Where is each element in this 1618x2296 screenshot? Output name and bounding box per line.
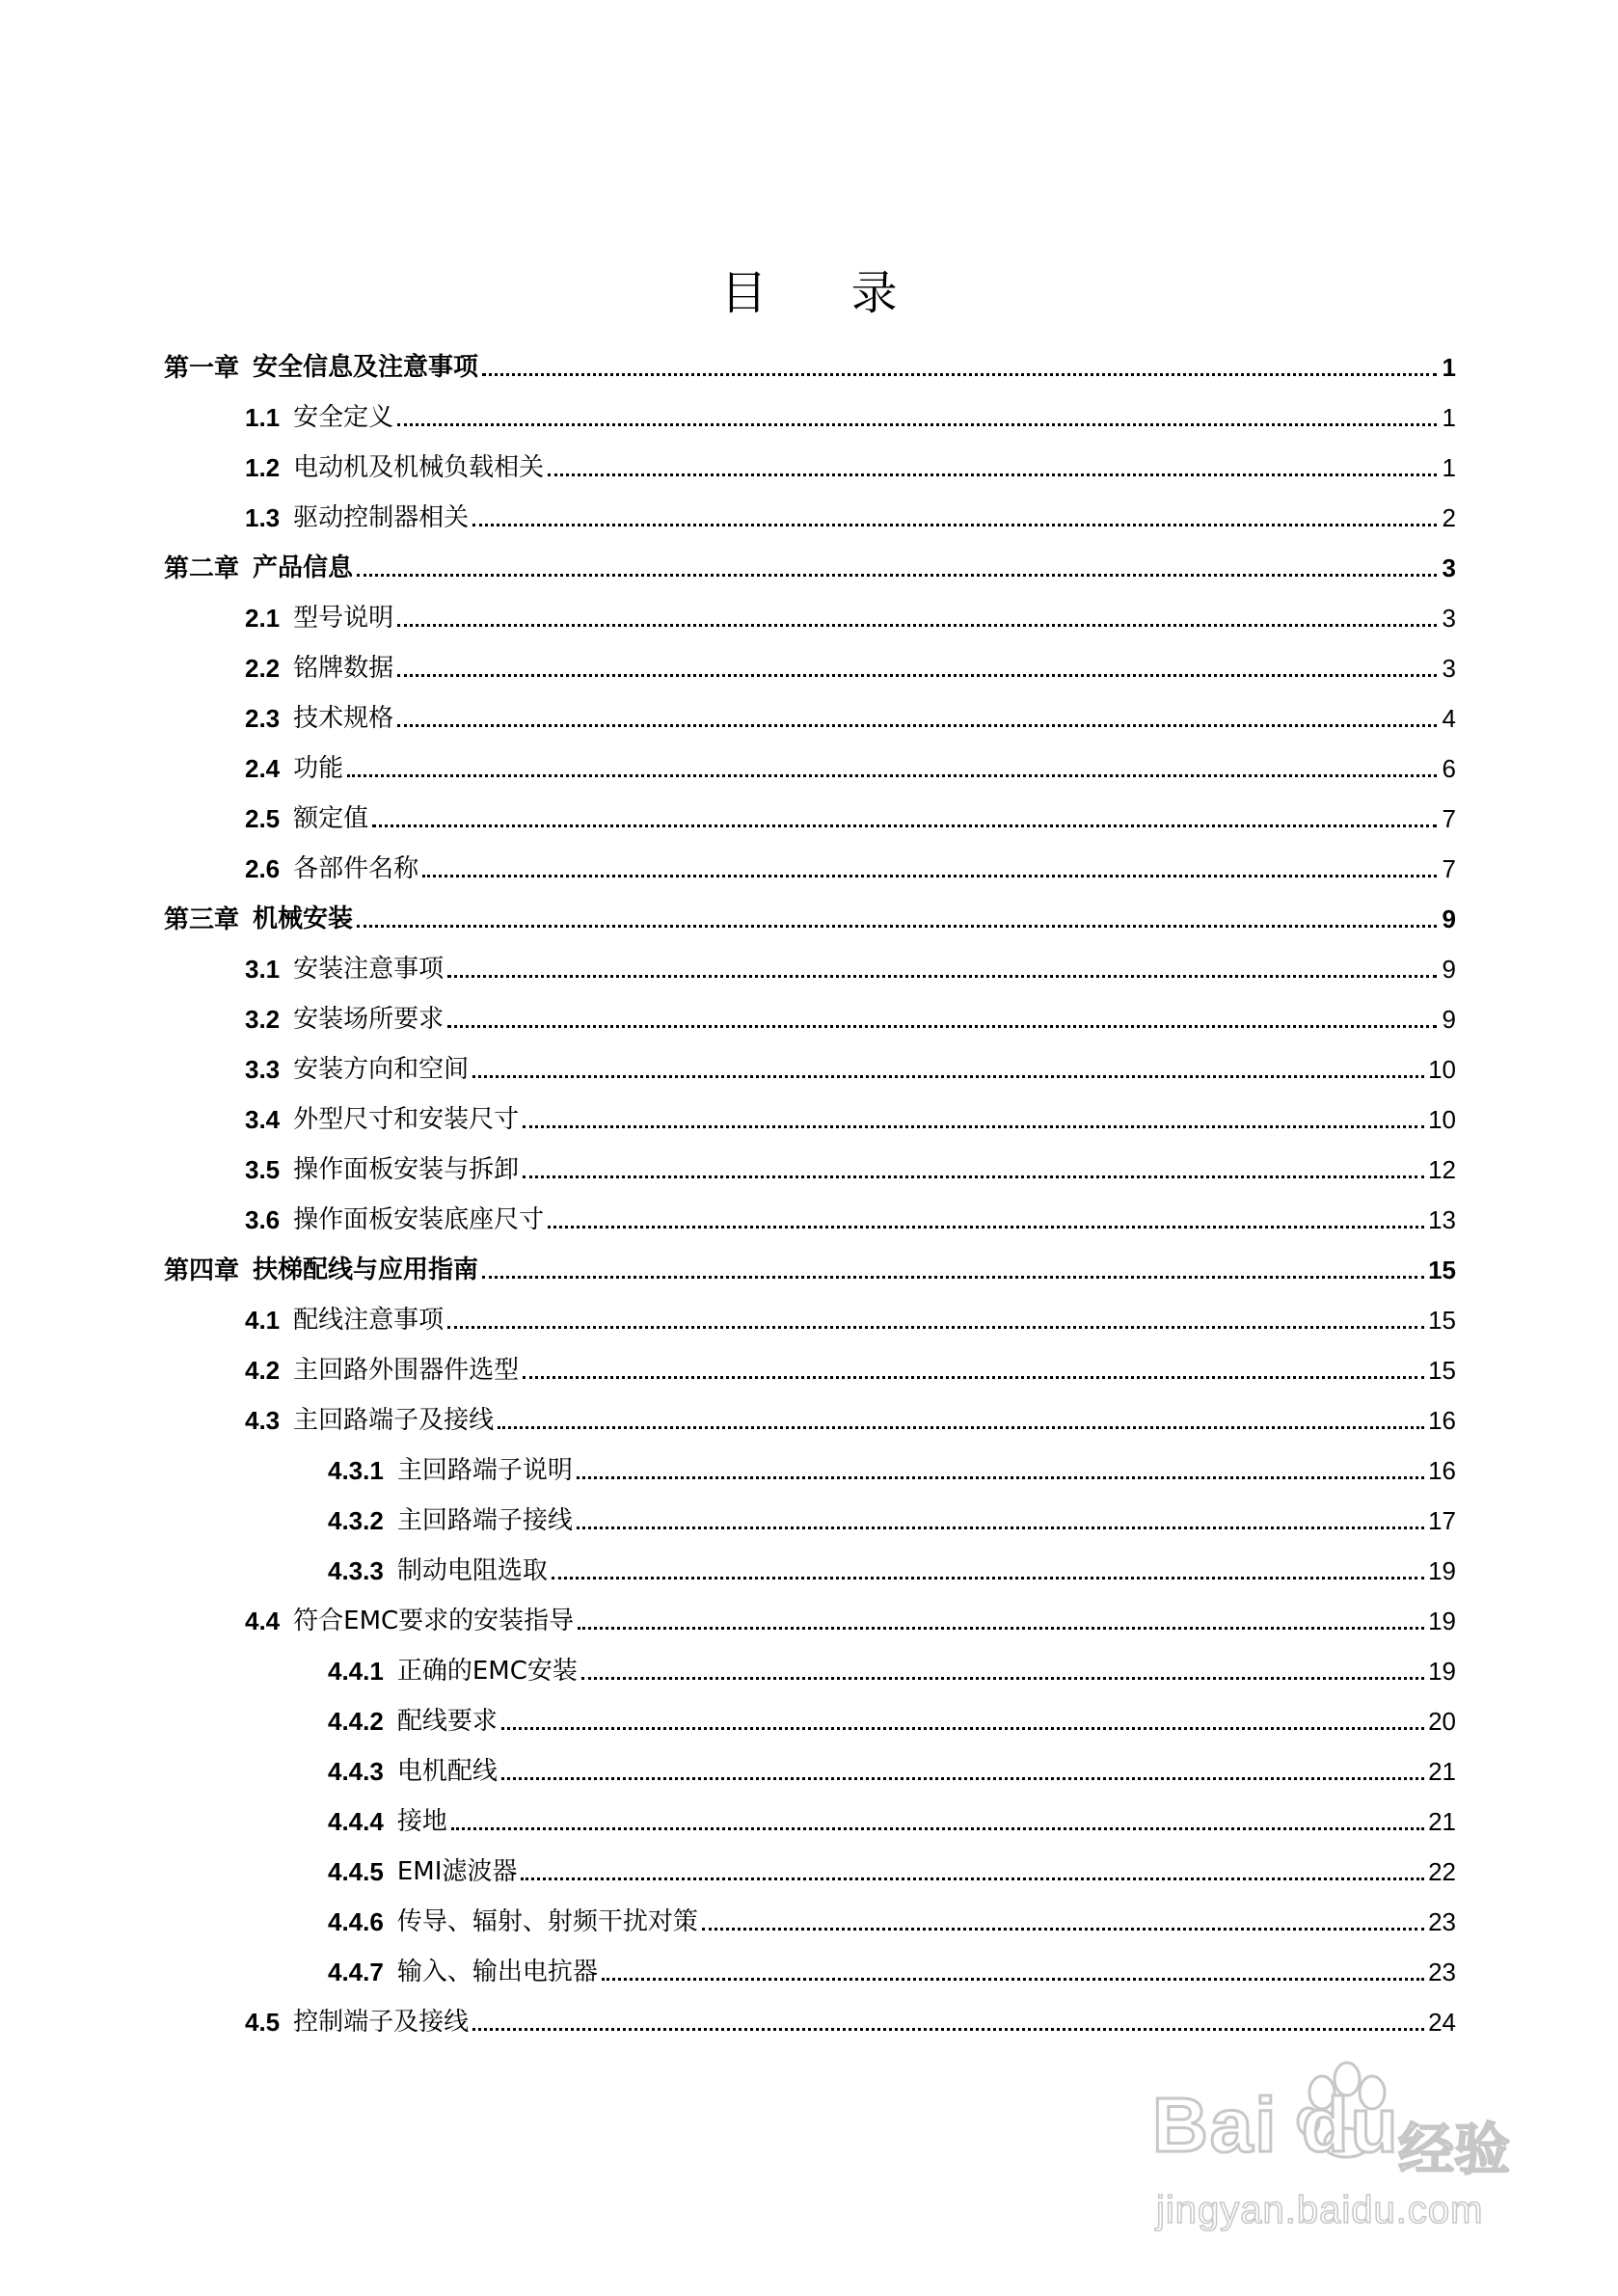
toc-entry-page: 9 bbox=[1442, 905, 1456, 933]
dot-leader bbox=[501, 1777, 1424, 1780]
toc-entry-title: 额定值 bbox=[293, 804, 369, 833]
toc-entry-page: 23 bbox=[1428, 1958, 1456, 1986]
toc-entry-page: 3 bbox=[1442, 654, 1456, 683]
toc-entry-number: 2.2 bbox=[245, 654, 281, 683]
dot-leader bbox=[472, 2028, 1424, 2031]
toc-entry-title: 安装注意事项 bbox=[293, 955, 445, 984]
toc-entry-number: 2.3 bbox=[245, 704, 281, 733]
toc-entry[interactable] bbox=[164, 1643, 1456, 1693]
toc-entry-title: 安装方向和空间 bbox=[293, 1055, 470, 1084]
toc-entry[interactable] bbox=[164, 1894, 1456, 1944]
toc-entry-number: 第三章 bbox=[164, 905, 240, 933]
dot-leader bbox=[578, 1627, 1424, 1630]
toc-entry[interactable] bbox=[164, 490, 1456, 540]
watermark-logo: Bai du bbox=[1152, 2082, 1400, 2168]
toc-entry-number: 2.5 bbox=[245, 804, 281, 833]
toc-entry-title: 功能 bbox=[293, 754, 344, 783]
toc-entry-title: 传导、辐射、射频干扰对策 bbox=[396, 1907, 698, 1936]
toc-entry-title: 操作面板安装底座尺寸 bbox=[293, 1205, 545, 1234]
toc-entry-number: 4.4 bbox=[245, 1607, 281, 1635]
toc-entry-page: 3 bbox=[1442, 604, 1456, 633]
toc-entry-title: 技术规格 bbox=[293, 704, 394, 733]
toc-entry-number: 4.4.2 bbox=[328, 1707, 384, 1736]
toc-entry[interactable] bbox=[164, 1242, 1456, 1292]
toc-entry[interactable] bbox=[164, 841, 1456, 891]
toc-entry-number: 4.3.1 bbox=[328, 1456, 384, 1485]
toc-entry-title: EMI滤波器 bbox=[396, 1857, 518, 1886]
toc-entry[interactable] bbox=[164, 1844, 1456, 1894]
toc-entry-page: 15 bbox=[1428, 1306, 1456, 1335]
dot-leader bbox=[523, 1376, 1424, 1379]
dot-leader bbox=[501, 1727, 1424, 1730]
toc-entry[interactable] bbox=[164, 1794, 1456, 1844]
toc-entry[interactable] bbox=[164, 440, 1456, 490]
toc-entry-page: 21 bbox=[1428, 1757, 1456, 1786]
dot-leader bbox=[602, 1978, 1424, 1981]
toc-entry-number: 4.4.6 bbox=[328, 1907, 384, 1936]
dot-leader bbox=[372, 824, 1437, 827]
watermark-jingyan: 经验 bbox=[1398, 2117, 1511, 2182]
toc-entry-title: 接地 bbox=[396, 1807, 447, 1836]
toc-entry-page: 2 bbox=[1442, 503, 1456, 532]
toc-entry[interactable] bbox=[164, 590, 1456, 640]
toc-entry[interactable] bbox=[164, 1192, 1456, 1242]
toc-entry-title: 控制端子及接线 bbox=[293, 2008, 470, 2037]
toc-entry-page: 1 bbox=[1442, 403, 1456, 432]
toc-entry[interactable] bbox=[164, 1443, 1456, 1493]
toc-entry[interactable] bbox=[164, 1092, 1456, 1142]
toc-entry[interactable] bbox=[164, 891, 1456, 941]
toc-entry-title: 产品信息 bbox=[253, 554, 354, 582]
dot-leader bbox=[482, 373, 1437, 376]
dot-leader bbox=[581, 1677, 1424, 1680]
toc-entry-number: 1.1 bbox=[245, 403, 281, 432]
toc-entry[interactable] bbox=[164, 1743, 1456, 1794]
toc-entry[interactable] bbox=[164, 1593, 1456, 1643]
toc-entry[interactable] bbox=[164, 1693, 1456, 1743]
dot-leader bbox=[397, 724, 1437, 727]
toc-entry-number: 4.3.2 bbox=[328, 1506, 384, 1535]
toc-entry-page: 20 bbox=[1428, 1707, 1456, 1736]
toc-entry-number: 1.3 bbox=[245, 503, 281, 532]
toc-entry-number: 4.3 bbox=[245, 1406, 281, 1435]
toc-entry-page: 19 bbox=[1428, 1556, 1456, 1585]
toc-entry-title: 符合EMC要求的安装指导 bbox=[293, 1607, 575, 1635]
toc-entry-number: 3.1 bbox=[245, 955, 281, 984]
toc-entry[interactable] bbox=[164, 741, 1456, 791]
dot-leader bbox=[548, 473, 1437, 476]
dot-leader bbox=[447, 1025, 1437, 1028]
toc-entry-title: 安全定义 bbox=[293, 403, 394, 432]
toc-entry-page: 10 bbox=[1428, 1105, 1456, 1134]
toc-entry-page: 7 bbox=[1442, 854, 1456, 883]
toc-entry[interactable] bbox=[164, 1292, 1456, 1342]
toc-entry-number: 4.5 bbox=[245, 2008, 281, 2037]
toc-entry-title: 配线注意事项 bbox=[293, 1306, 445, 1335]
toc-entry[interactable] bbox=[164, 540, 1456, 590]
toc-entry-page: 23 bbox=[1428, 1907, 1456, 1936]
dot-leader bbox=[397, 624, 1437, 627]
toc-entry-title: 制动电阻选取 bbox=[396, 1556, 548, 1585]
toc-entry-page: 16 bbox=[1428, 1456, 1456, 1485]
toc-entry-number: 2.4 bbox=[245, 754, 281, 783]
toc-entry[interactable] bbox=[164, 1543, 1456, 1593]
toc-entry[interactable] bbox=[164, 941, 1456, 991]
toc-entry-number: 4.4.4 bbox=[328, 1807, 384, 1836]
toc-entry-page: 19 bbox=[1428, 1657, 1456, 1686]
dot-leader bbox=[451, 1827, 1424, 1830]
toc-entry[interactable] bbox=[164, 390, 1456, 440]
toc-entry-number: 1.2 bbox=[245, 453, 281, 482]
toc-entry[interactable] bbox=[164, 1392, 1456, 1443]
toc-entry-title: 各部件名称 bbox=[293, 854, 419, 883]
table-of-contents bbox=[164, 339, 1456, 2044]
toc-entry-page: 4 bbox=[1442, 704, 1456, 733]
toc-entry-page: 3 bbox=[1442, 554, 1456, 582]
toc-entry-page: 1 bbox=[1442, 353, 1456, 382]
toc-entry-title: 主回路端子接线 bbox=[396, 1506, 573, 1535]
toc-entry-page: 24 bbox=[1428, 2008, 1456, 2037]
toc-entry[interactable] bbox=[164, 991, 1456, 1041]
toc-entry-number: 4.4.5 bbox=[328, 1857, 384, 1886]
dot-leader bbox=[357, 574, 1437, 577]
dot-leader bbox=[523, 1125, 1424, 1128]
toc-entry-number: 4.4.1 bbox=[328, 1657, 384, 1686]
toc-entry-number: 4.1 bbox=[245, 1306, 281, 1335]
dot-leader bbox=[482, 1276, 1424, 1279]
toc-entry-page: 12 bbox=[1428, 1155, 1456, 1184]
dot-leader bbox=[397, 423, 1437, 426]
toc-entry-number: 第四章 bbox=[164, 1256, 240, 1284]
toc-entry-number: 3.4 bbox=[245, 1105, 281, 1134]
toc-entry-title: 正确的EMC安装 bbox=[396, 1657, 578, 1686]
toc-entry-page: 19 bbox=[1428, 1607, 1456, 1635]
dot-leader bbox=[702, 1928, 1424, 1931]
toc-entry[interactable] bbox=[164, 1342, 1456, 1392]
page-title: 目 录 bbox=[720, 266, 932, 321]
dot-leader bbox=[498, 1426, 1424, 1429]
toc-entry-title: 配线要求 bbox=[396, 1707, 498, 1736]
toc-entry-title: 电动机及机械负载相关 bbox=[293, 453, 545, 482]
toc-entry-page: 17 bbox=[1428, 1506, 1456, 1535]
toc-entry-number: 3.6 bbox=[245, 1205, 281, 1234]
toc-entry-page: 15 bbox=[1428, 1256, 1456, 1284]
dot-leader bbox=[521, 1877, 1424, 1880]
toc-entry-title: 安全信息及注意事项 bbox=[253, 353, 479, 382]
toc-entry-page: 9 bbox=[1442, 955, 1456, 984]
dot-leader bbox=[552, 1577, 1424, 1580]
toc-entry[interactable] bbox=[164, 791, 1456, 841]
toc-entry-number: 2.6 bbox=[245, 854, 281, 883]
toc-entry-title: 电机配线 bbox=[396, 1757, 498, 1786]
toc-entry-title: 安装场所要求 bbox=[293, 1005, 445, 1034]
toc-entry-number: 4.4.3 bbox=[328, 1757, 384, 1786]
dot-leader bbox=[347, 774, 1437, 777]
toc-entry[interactable] bbox=[164, 1041, 1456, 1092]
toc-entry-title: 主回路外围器件选型 bbox=[293, 1356, 520, 1385]
toc-entry-title: 机械安装 bbox=[253, 905, 354, 933]
dot-leader bbox=[447, 975, 1437, 978]
toc-entry-number: 4.4.7 bbox=[328, 1958, 384, 1986]
toc-entry[interactable] bbox=[164, 640, 1456, 690]
toc-entry-title: 铭牌数据 bbox=[293, 654, 394, 683]
toc-entry-page: 6 bbox=[1442, 754, 1456, 783]
toc-entry-number: 3.3 bbox=[245, 1055, 281, 1084]
toc-entry-title: 外型尺寸和安装尺寸 bbox=[293, 1105, 520, 1134]
toc-entry-title: 输入、输出电抗器 bbox=[396, 1958, 598, 1986]
toc-entry-title: 主回路端子说明 bbox=[396, 1456, 573, 1485]
toc-entry-number: 3.5 bbox=[245, 1155, 281, 1184]
toc-entry-number: 第二章 bbox=[164, 554, 240, 582]
dot-leader bbox=[523, 1175, 1424, 1178]
toc-entry-title: 型号说明 bbox=[293, 604, 394, 633]
dot-leader bbox=[472, 524, 1437, 527]
dot-leader bbox=[472, 1075, 1424, 1078]
dot-leader bbox=[397, 674, 1437, 677]
toc-entry[interactable] bbox=[164, 1944, 1456, 1994]
dot-leader bbox=[422, 875, 1437, 878]
toc-entry-title: 驱动控制器相关 bbox=[293, 503, 470, 532]
toc-entry-title: 操作面板安装与拆卸 bbox=[293, 1155, 520, 1184]
toc-entry[interactable] bbox=[164, 1142, 1456, 1192]
toc-entry-number: 3.2 bbox=[245, 1005, 281, 1034]
watermark-url: jingyan.baidu.com bbox=[1156, 2189, 1484, 2231]
toc-entry-page: 15 bbox=[1428, 1356, 1456, 1385]
toc-entry-page: 13 bbox=[1428, 1205, 1456, 1234]
dot-leader bbox=[548, 1226, 1424, 1229]
dot-leader bbox=[577, 1476, 1424, 1479]
toc-entry-page: 21 bbox=[1428, 1807, 1456, 1836]
toc-entry[interactable] bbox=[164, 1994, 1456, 2044]
toc-entry-page: 16 bbox=[1428, 1406, 1456, 1435]
toc-entry-page: 7 bbox=[1442, 804, 1456, 833]
baidu-jingyan-watermark bbox=[1152, 2054, 1538, 2247]
dot-leader bbox=[357, 925, 1437, 928]
toc-entry[interactable] bbox=[164, 690, 1456, 741]
toc-entry-number: 2.1 bbox=[245, 604, 281, 633]
dot-leader bbox=[447, 1326, 1424, 1329]
toc-entry-page: 22 bbox=[1428, 1857, 1456, 1886]
dot-leader bbox=[577, 1526, 1424, 1529]
toc-entry-page: 1 bbox=[1442, 453, 1456, 482]
toc-entry-page: 9 bbox=[1442, 1005, 1456, 1034]
toc-entry[interactable] bbox=[164, 1493, 1456, 1543]
toc-entry-number: 4.3.3 bbox=[328, 1556, 384, 1585]
toc-entry[interactable] bbox=[164, 339, 1456, 390]
toc-entry-page: 10 bbox=[1428, 1055, 1456, 1084]
toc-entry-number: 第一章 bbox=[164, 353, 240, 382]
toc-entry-title: 主回路端子及接线 bbox=[293, 1406, 495, 1435]
toc-entry-number: 4.2 bbox=[245, 1356, 281, 1385]
toc-entry-title: 扶梯配线与应用指南 bbox=[253, 1256, 479, 1284]
